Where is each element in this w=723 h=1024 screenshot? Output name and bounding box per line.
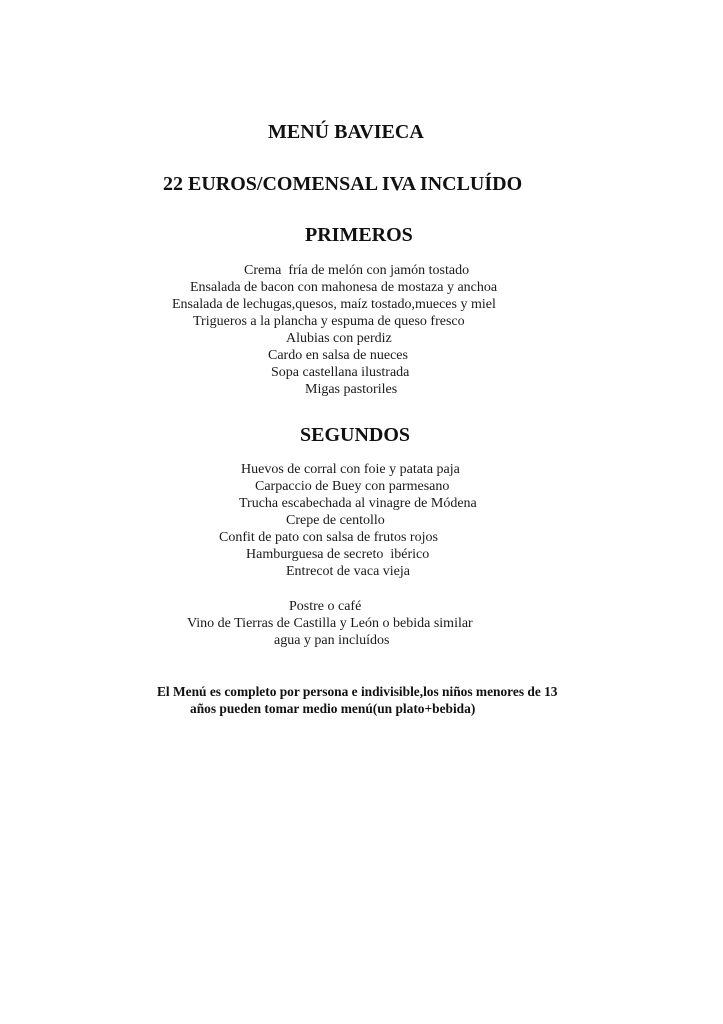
primeros-item: Ensalada de bacon con mahonesa de mostaza y anchoa xyxy=(190,280,498,295)
primeros-item: Cardo en salsa de nueces xyxy=(268,348,408,363)
segundos-item: Crepe de centollo xyxy=(286,513,385,528)
primeros-item: Sopa castellana ilustrada xyxy=(271,365,410,380)
extras-line: Postre o café xyxy=(289,599,362,614)
primeros-item: Trigueros a la plancha y espuma de queso fresco xyxy=(193,314,465,329)
extras-line: agua y pan incluídos xyxy=(274,633,390,648)
segundos-item: Entrecot de vaca vieja xyxy=(286,564,410,579)
section-heading-segundos: SEGUNDOS xyxy=(300,424,411,446)
menu-note-line: años pueden tomar medio menú(un plato+bebida) xyxy=(190,701,476,716)
extras-line: Vino de Tierras de Castilla y León o bebida similar xyxy=(187,616,473,631)
segundos-item: Trucha escabechada al vinagre de Módena xyxy=(239,496,477,511)
primeros-item: Ensalada de lechugas,quesos, maíz tostado,mueces y miel xyxy=(172,297,496,312)
menu-price: 22 EUROS/COMENSAL IVA INCLUÍDO xyxy=(163,173,523,195)
section-heading-primeros: PRIMEROS xyxy=(305,224,413,246)
primeros-item: Crema fría de melón con jamón tostado xyxy=(244,263,470,278)
primeros-item: Alubias con perdiz xyxy=(286,331,392,346)
segundos-item: Carpaccio de Buey con parmesano xyxy=(255,479,450,494)
segundos-item: Huevos de corral con foie y patata paja xyxy=(241,462,460,477)
menu-title: MENÚ BAVIECA xyxy=(268,121,424,143)
menu-note-line: El Menú es completo por persona e indivisible,los niños menores de 13 xyxy=(157,684,558,699)
segundos-item: Confit de pato con salsa de frutos rojos xyxy=(219,530,438,545)
segundos-item: Hamburguesa de secreto ibérico xyxy=(246,547,430,562)
primeros-item: Migas pastoriles xyxy=(305,382,398,397)
